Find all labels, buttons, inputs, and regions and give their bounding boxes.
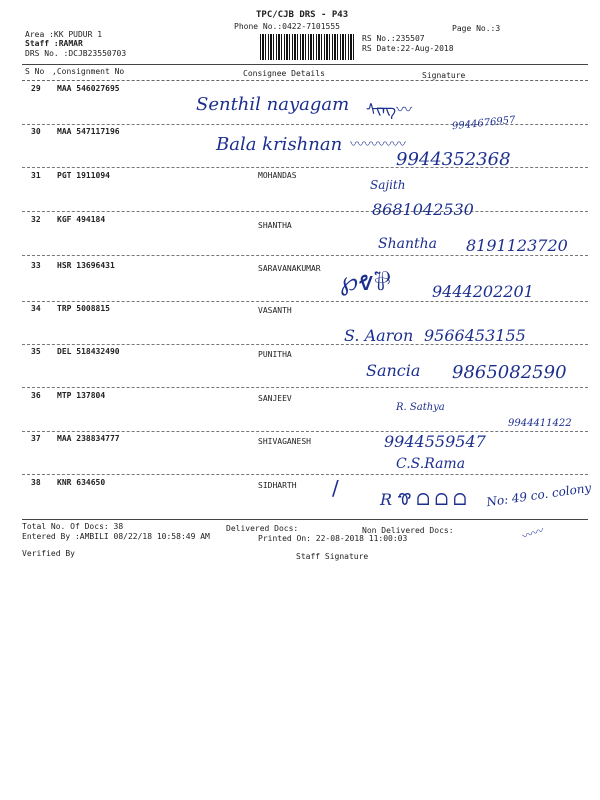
- handwritten-phone: 9444202201: [432, 282, 534, 301]
- row-sno: 35: [31, 347, 41, 356]
- handwritten-name: R. Sathya: [396, 402, 445, 413]
- row-consignee: PUNITHA: [258, 350, 292, 359]
- handwritten-name: Sajith: [370, 178, 406, 192]
- handwritten-phone: 9944411422: [508, 418, 572, 429]
- handwritten-name: C.S.Rama: [396, 456, 466, 472]
- row-consignee: SIDHARTH: [258, 481, 297, 490]
- handwritten-phone: 9944676957: [451, 114, 517, 133]
- row-sno: 31: [31, 171, 41, 180]
- row-consignment: MAA 547117196: [57, 127, 120, 136]
- handwritten-name: Senthil nayagam: [196, 94, 350, 115]
- row-divider: [22, 387, 588, 388]
- row-consignment: MTP 137804: [57, 391, 106, 400]
- non-delivered-docs: Non Delivered Docs:: [362, 526, 454, 535]
- row-consignment: DEL 518432490: [57, 347, 120, 356]
- printed-on: Printed On: 22-08-2018 11:00:03: [258, 534, 408, 543]
- signature-scribble: ᠰᠢᠩ〰: [366, 100, 413, 119]
- signature-scribble: Ꮱ ᗝ ᗝ ᗝ: [398, 490, 467, 509]
- row-divider: [22, 301, 588, 302]
- row-divider: [22, 255, 588, 256]
- row-consignment: PGT 1911094: [57, 171, 110, 180]
- row-sno: 30: [31, 127, 41, 136]
- row-sno: 29: [31, 84, 41, 93]
- row-sno: 38: [31, 478, 41, 487]
- signature-scribble: 〰〰〰〰: [350, 137, 406, 153]
- staff-label: Staff :RAMAR: [25, 39, 83, 48]
- signature-scribble: 〰〰: [520, 523, 546, 544]
- col-signature: Signature: [422, 71, 466, 80]
- row-sno: 32: [31, 215, 41, 224]
- handwritten-address: No: 49 co. colony: [485, 480, 593, 510]
- report-title: TPC/CJB DRS - P43: [256, 10, 349, 20]
- col-consignee: Consignee Details: [243, 69, 325, 78]
- barcode: [260, 34, 355, 60]
- handwritten-name: R: [380, 490, 393, 509]
- row-consignment: MAA 238834777: [57, 434, 120, 443]
- footer-rule: [22, 519, 588, 520]
- row-divider: [22, 211, 588, 212]
- handwritten-phone: 8191123720: [466, 236, 568, 255]
- signature-scribble: ℘ⱴ⅌: [340, 267, 391, 297]
- handwritten-phone: 9944559547: [384, 432, 486, 451]
- page-number: Page No.:3: [452, 24, 501, 33]
- row-consignee: SANJEEV: [258, 394, 292, 403]
- col-sno: S No: [25, 67, 45, 76]
- verified-by: Verified By: [22, 549, 75, 558]
- staff-signature-label: Staff Signature: [296, 552, 369, 561]
- entered-by: Entered By :AMBILI 08/22/18 10:58:49 AM: [22, 532, 210, 541]
- row-consignee: SARAVANAKUMAR: [258, 264, 321, 273]
- drs-number: DRS No. :DCJB23550703: [25, 49, 127, 58]
- handwritten-name: Sancia: [366, 361, 421, 380]
- delivered-docs: Delivered Docs:: [226, 524, 299, 533]
- row-sno: 36: [31, 391, 41, 400]
- row-consignee: MOHANDAS: [258, 171, 297, 180]
- row-sno: 34: [31, 304, 41, 313]
- table-row: [0, 171, 600, 215]
- row-divider: [22, 431, 588, 432]
- table-row: [0, 434, 600, 478]
- row-consignee: SHANTHA: [258, 221, 292, 230]
- handwritten-phone: 9566453155: [424, 326, 526, 345]
- total-docs: Total No. Of Docs: 38: [22, 522, 124, 531]
- row-consignment: MAA 546027695: [57, 84, 120, 93]
- handwritten-phone: 9865082590: [452, 362, 567, 383]
- handwritten-name: Shantha: [378, 236, 437, 252]
- rs-date: RS Date:22-Aug-2018: [362, 44, 454, 53]
- row-consignment: KNR 634650: [57, 478, 106, 487]
- row-sno: 33: [31, 261, 41, 270]
- signature-stroke: /: [332, 476, 339, 500]
- row-consignment: TRP 5008815: [57, 304, 110, 313]
- col-consignment: ,Consignment No: [52, 67, 125, 76]
- column-rule: [22, 80, 588, 81]
- area-label: Area :KK PUDUR 1: [25, 30, 103, 39]
- row-consignment: HSR 13696431: [57, 261, 115, 270]
- handwritten-phone: 8681042530: [372, 200, 474, 219]
- row-consignee: VASANTH: [258, 306, 292, 315]
- handwritten-name: S. Aaron: [344, 326, 414, 345]
- row-divider: [22, 474, 588, 475]
- row-sno: 37: [31, 434, 41, 443]
- handwritten-name: Bala krishnan: [216, 134, 343, 155]
- row-consignee: SHIVAGANESH: [258, 437, 311, 446]
- rs-number: RS No.:235507: [362, 34, 425, 43]
- header-rule: [22, 64, 588, 65]
- row-consignment: KGF 494184: [57, 215, 106, 224]
- handwritten-phone: 9944352368: [396, 149, 511, 170]
- phone-number: Phone No.:0422-7101555: [234, 22, 340, 31]
